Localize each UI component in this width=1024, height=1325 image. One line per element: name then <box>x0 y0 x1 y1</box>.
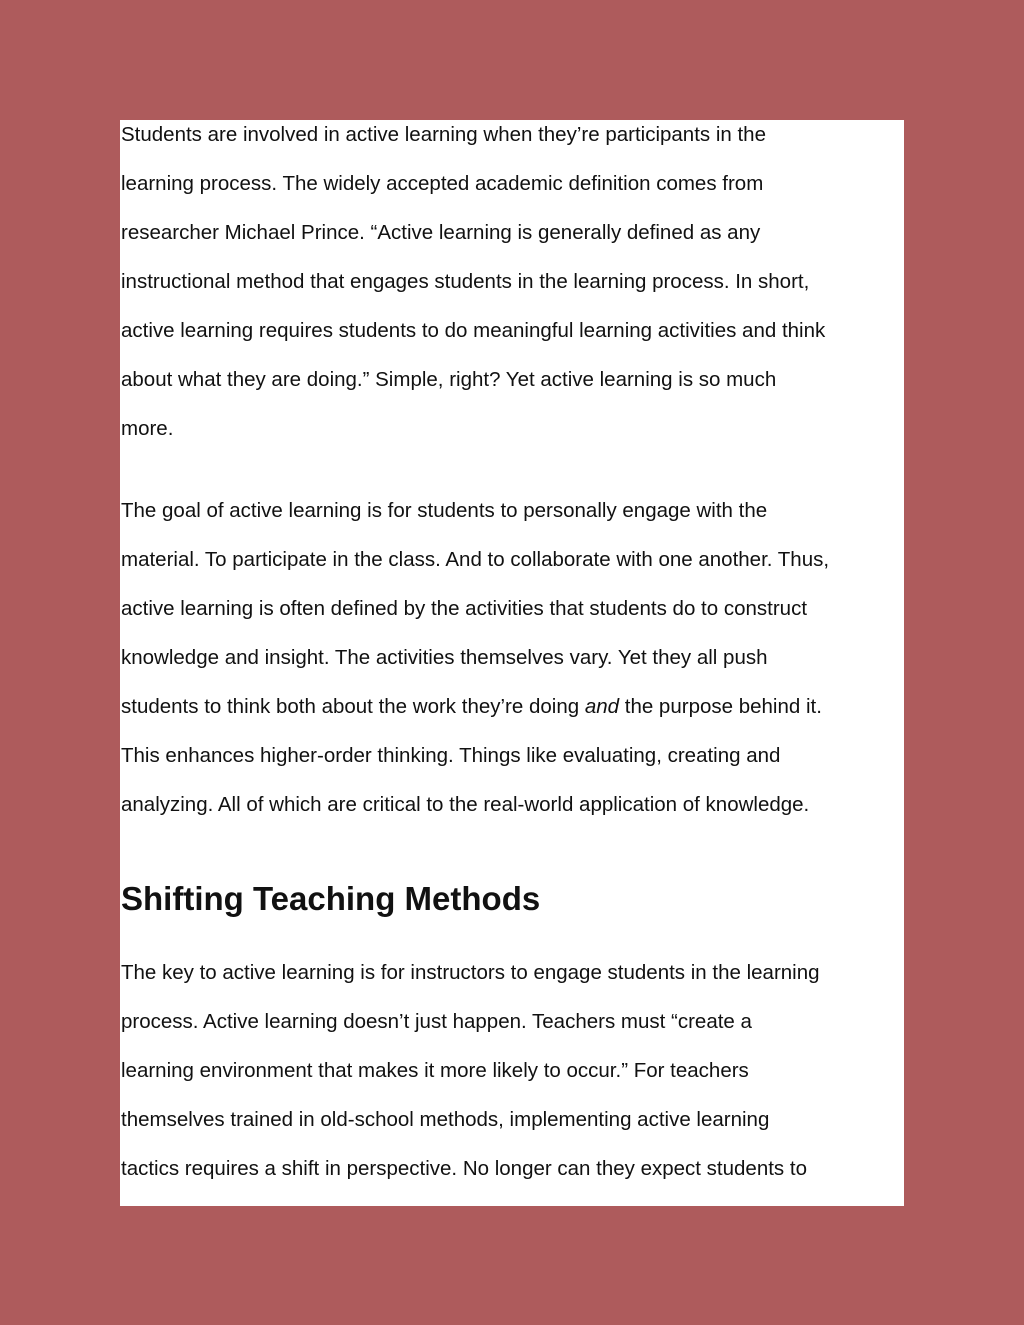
text-line: Students are involved in active learning when they’re participants in the <box>121 123 766 146</box>
paragraph-intro <box>121 120 904 453</box>
text-line: knowledge and insight. The activities themselves vary. Yet they all push <box>121 646 768 669</box>
paragraph-goal <box>121 486 904 829</box>
text-line: material. To participate in the class. And to collaborate with one another. Thus, <box>121 548 830 571</box>
text-line: analyzing. All of which are critical to the real-world application of knowledge. <box>121 793 810 816</box>
text-line: about what they are doing.” Simple, right? Yet active learning is so much <box>121 368 777 391</box>
paragraph-key <box>121 948 904 1193</box>
text-line: active learning is often defined by the activities that students do to construct <box>121 597 808 620</box>
text-line-emphasis <box>121 682 904 731</box>
text-line: The goal of active learning is for students to personally engage with the <box>121 499 768 522</box>
text-line: This enhances higher-order thinking. Things like evaluating, creating and <box>121 744 781 767</box>
text-line: researcher Michael Prince. “Active learning is generally defined as any <box>121 221 761 244</box>
text-line: learning process. The widely accepted academic definition comes from <box>121 172 764 195</box>
text-line: themselves trained in old-school methods, implementing active learning <box>121 1108 770 1131</box>
text-line: tactics requires a shift in perspective. No longer can they expect students to <box>121 1157 807 1180</box>
text-segment: the purpose behind it. <box>619 695 822 718</box>
text-line: active learning requires students to do meaningful learning activities and think <box>121 319 826 342</box>
section-heading: Shifting Teaching Methods <box>121 880 541 917</box>
text-line: more. <box>121 417 174 440</box>
text-line: process. Active learning doesn’t just happen. Teachers must “create a <box>121 1010 752 1033</box>
text-line: The key to active learning is for instructors to engage students in the learning <box>121 961 820 984</box>
text-line: learning environment that makes it more likely to occur.” For teachers <box>121 1059 749 1082</box>
text-line: instructional method that engages students in the learning process. In short, <box>121 270 810 293</box>
text-segment: students to think both about the work they’re doing <box>121 695 585 718</box>
document-page <box>120 120 904 1206</box>
emphasized-word: and <box>584 695 620 718</box>
